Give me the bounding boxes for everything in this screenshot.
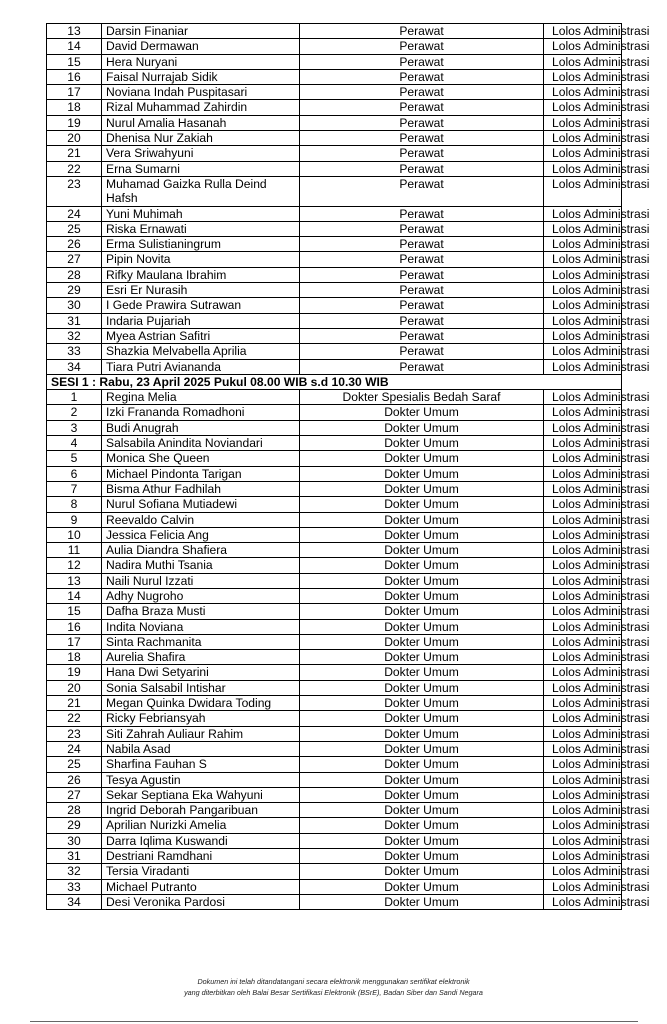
- table-row: [47, 772, 622, 787]
- selection-status: Lolos Administrasi: [544, 588, 622, 603]
- participant-name: Michael Putranto: [102, 879, 300, 894]
- row-number: 25: [47, 757, 102, 772]
- position: Dokter Umum: [300, 405, 544, 420]
- position: Dokter Umum: [300, 451, 544, 466]
- table-row: [47, 696, 622, 711]
- row-number: 11: [47, 543, 102, 558]
- position: Perawat: [300, 221, 544, 236]
- participant-name: Rizal Muhammad Zahirdin: [102, 100, 300, 115]
- row-number: 31: [47, 313, 102, 328]
- participant-name: Bisma Athur Fadhilah: [102, 481, 300, 496]
- row-number: 33: [47, 879, 102, 894]
- participant-name: Aulia Diandra Shafiera: [102, 543, 300, 558]
- footer-line-2: yang diterbitkan oleh Balai Besar Sertifikasi Elektronik (BSrE), Badan Siber dan Sandi Negara: [184, 988, 483, 997]
- row-number: 24: [47, 206, 102, 221]
- position: Dokter Umum: [300, 665, 544, 680]
- table-row: [47, 221, 622, 236]
- table-row: [47, 833, 622, 848]
- row-number: 27: [47, 787, 102, 802]
- row-number: 22: [47, 711, 102, 726]
- selection-status: Lolos Administrasi: [544, 69, 622, 84]
- row-number: 6: [47, 466, 102, 481]
- table-row: [47, 146, 622, 161]
- position: Dokter Umum: [300, 757, 544, 772]
- selection-status: Lolos Administrasi: [544, 527, 622, 542]
- table-row: [47, 131, 622, 146]
- selection-status: Lolos Administrasi: [544, 665, 622, 680]
- position: Dokter Umum: [300, 512, 544, 527]
- participant-name: Esri Er Nurasih: [102, 283, 300, 298]
- participant-name: Desi Veronika Pardosi: [102, 894, 300, 909]
- row-number: 26: [47, 237, 102, 252]
- row-number: 30: [47, 833, 102, 848]
- table-row: [47, 267, 622, 282]
- position: Dokter Spesialis Bedah Saraf: [300, 390, 544, 405]
- row-number: 28: [47, 267, 102, 282]
- table-row: [47, 497, 622, 512]
- selection-status: Lolos Administrasi: [544, 497, 622, 512]
- row-number: 14: [47, 39, 102, 54]
- row-number: 23: [47, 176, 102, 206]
- selection-status: Lolos Administrasi: [544, 650, 622, 665]
- selection-status: Lolos Administrasi: [544, 573, 622, 588]
- session-heading-row: [47, 374, 622, 389]
- selection-status: Lolos Administrasi: [544, 313, 622, 328]
- participant-name: Indita Noviana: [102, 619, 300, 634]
- position: Dokter Umum: [300, 543, 544, 558]
- position: Perawat: [300, 115, 544, 130]
- participant-name: Nabila Asad: [102, 741, 300, 756]
- position: Perawat: [300, 131, 544, 146]
- selection-status: Lolos Administrasi: [544, 818, 622, 833]
- participant-name: Hana Dwi Setyarini: [102, 665, 300, 680]
- table-row: [47, 665, 622, 680]
- table-row: [47, 161, 622, 176]
- position: Dokter Umum: [300, 527, 544, 542]
- selection-status: Lolos Administrasi: [544, 161, 622, 176]
- selection-status: Lolos Administrasi: [544, 39, 622, 54]
- row-number: 27: [47, 252, 102, 267]
- table-row: [47, 864, 622, 879]
- row-number: 7: [47, 481, 102, 496]
- row-number: 20: [47, 131, 102, 146]
- position: Dokter Umum: [300, 818, 544, 833]
- row-number: 14: [47, 588, 102, 603]
- selection-status: Lolos Administrasi: [544, 711, 622, 726]
- row-number: 10: [47, 527, 102, 542]
- selection-status: Lolos Administrasi: [544, 619, 622, 634]
- selection-status: Lolos Administrasi: [544, 405, 622, 420]
- participant-name: Jessica Felicia Ang: [102, 527, 300, 542]
- table-row: [47, 787, 622, 802]
- participant-name: Yuni Muhimah: [102, 206, 300, 221]
- table-row: [47, 573, 622, 588]
- table-row: [47, 818, 622, 833]
- row-number: 2: [47, 405, 102, 420]
- row-number: 8: [47, 497, 102, 512]
- participant-name: Destriani Ramdhani: [102, 849, 300, 864]
- participant-name: Tersia Viradanti: [102, 864, 300, 879]
- table-row: [47, 588, 622, 603]
- participant-name: Sinta Rachmanita: [102, 634, 300, 649]
- row-number: 13: [47, 24, 102, 39]
- selection-status: Lolos Administrasi: [544, 451, 622, 466]
- position: Perawat: [300, 69, 544, 84]
- selection-status: Lolos Administrasi: [544, 879, 622, 894]
- table-row: [47, 85, 622, 100]
- row-number: 32: [47, 864, 102, 879]
- participant-name: Aurelia Shafira: [102, 650, 300, 665]
- row-number: 33: [47, 344, 102, 359]
- row-number: 34: [47, 359, 102, 374]
- row-number: 15: [47, 604, 102, 619]
- participant-name: Faisal Nurrajab Sidik: [102, 69, 300, 84]
- selection-status: Lolos Administrasi: [544, 420, 622, 435]
- participant-name: Sonia Salsabil Intishar: [102, 680, 300, 695]
- position: Dokter Umum: [300, 696, 544, 711]
- table-row: [47, 512, 622, 527]
- participant-name: Muhamad Gaizka Rulla Deind Hafsh: [102, 176, 300, 206]
- position: Perawat: [300, 267, 544, 282]
- position: Perawat: [300, 85, 544, 100]
- table-row: [47, 206, 622, 221]
- position: Dokter Umum: [300, 787, 544, 802]
- row-number: 26: [47, 772, 102, 787]
- selection-status: Lolos Administrasi: [544, 390, 622, 405]
- position: Dokter Umum: [300, 481, 544, 496]
- table-row: [47, 604, 622, 619]
- selection-status: Lolos Administrasi: [544, 680, 622, 695]
- participant-name: Noviana Indah Puspitasari: [102, 85, 300, 100]
- position: Perawat: [300, 54, 544, 69]
- table-row: [47, 680, 622, 695]
- position: Perawat: [300, 237, 544, 252]
- table-row: [47, 298, 622, 313]
- participant-name: Indaria Pujariah: [102, 313, 300, 328]
- table-row: [47, 558, 622, 573]
- position: Perawat: [300, 146, 544, 161]
- participant-name: Budi Anugrah: [102, 420, 300, 435]
- e-signature-footer: [0, 976, 667, 998]
- row-number: 5: [47, 451, 102, 466]
- participant-name: Riska Ernawati: [102, 221, 300, 236]
- selection-status: Lolos Administrasi: [544, 131, 622, 146]
- selection-status: Lolos Administrasi: [544, 176, 622, 206]
- participant-name: Reevaldo Calvin: [102, 512, 300, 527]
- participant-name: Nurul Sofiana Mutiadewi: [102, 497, 300, 512]
- participant-name: Michael Pindonta Tarigan: [102, 466, 300, 481]
- selection-status: Lolos Administrasi: [544, 359, 622, 374]
- position: Perawat: [300, 206, 544, 221]
- selection-status: Lolos Administrasi: [544, 741, 622, 756]
- participant-name: Tiara Putri Aviananda: [102, 359, 300, 374]
- position: Dokter Umum: [300, 466, 544, 481]
- position: Dokter Umum: [300, 833, 544, 848]
- selection-status: Lolos Administrasi: [544, 803, 622, 818]
- selection-status: Lolos Administrasi: [544, 787, 622, 802]
- row-number: 21: [47, 696, 102, 711]
- participant-name: Sekar Septiana Eka Wahyuni: [102, 787, 300, 802]
- participant-name: Megan Quinka Dwidara Toding: [102, 696, 300, 711]
- participant-name: Salsabila Anindita Noviandari: [102, 436, 300, 451]
- table-row: [47, 115, 622, 130]
- selection-status: Lolos Administrasi: [544, 436, 622, 451]
- participant-name: Naili Nurul Izzati: [102, 573, 300, 588]
- table-row: [47, 849, 622, 864]
- participant-name: Darsin Finaniar: [102, 24, 300, 39]
- row-number: 12: [47, 558, 102, 573]
- table-row: [47, 803, 622, 818]
- selection-status: Lolos Administrasi: [544, 558, 622, 573]
- participant-name: Darra Iqlima Kuswandi: [102, 833, 300, 848]
- position: Perawat: [300, 359, 544, 374]
- position: Dokter Umum: [300, 726, 544, 741]
- table-row: [47, 359, 622, 374]
- participant-name: Dafha Braza Musti: [102, 604, 300, 619]
- selection-status: Lolos Administrasi: [544, 634, 622, 649]
- selection-status: Lolos Administrasi: [544, 696, 622, 711]
- table-row: [47, 481, 622, 496]
- results-table-body: [47, 24, 650, 910]
- participant-name: Aprilian Nurizki Amelia: [102, 818, 300, 833]
- selection-status: Lolos Administrasi: [544, 206, 622, 221]
- table-row: [47, 879, 622, 894]
- row-number: 18: [47, 100, 102, 115]
- participant-name: Rifky Maulana Ibrahim: [102, 267, 300, 282]
- participant-name: David Dermawan: [102, 39, 300, 54]
- row-number: 20: [47, 680, 102, 695]
- table-row: [47, 726, 622, 741]
- position: Dokter Umum: [300, 849, 544, 864]
- row-number: 13: [47, 573, 102, 588]
- position: Perawat: [300, 100, 544, 115]
- row-number: 34: [47, 894, 102, 909]
- bottom-divider: [30, 1021, 638, 1022]
- selection-status: Lolos Administrasi: [544, 864, 622, 879]
- row-number: 32: [47, 328, 102, 343]
- selection-status: Lolos Administrasi: [544, 146, 622, 161]
- position: Dokter Umum: [300, 803, 544, 818]
- participant-name: Sharfina Fauhan S: [102, 757, 300, 772]
- selection-status: Lolos Administrasi: [544, 894, 622, 909]
- table-row: [47, 283, 622, 298]
- table-row: [47, 757, 622, 772]
- participant-name: Regina Melia: [102, 390, 300, 405]
- selection-status: Lolos Administrasi: [544, 328, 622, 343]
- position: Dokter Umum: [300, 711, 544, 726]
- participant-name: Dhenisa Nur Zakiah: [102, 131, 300, 146]
- row-number: 1: [47, 390, 102, 405]
- table-row: [47, 313, 622, 328]
- selection-status: Lolos Administrasi: [544, 100, 622, 115]
- position: Dokter Umum: [300, 604, 544, 619]
- participant-name: Myea Astrian Safitri: [102, 328, 300, 343]
- selection-status: Lolos Administrasi: [544, 849, 622, 864]
- row-number: 4: [47, 436, 102, 451]
- selection-status: Lolos Administrasi: [544, 604, 622, 619]
- participant-name: Ingrid Deborah Pangaribuan: [102, 803, 300, 818]
- participant-name: Izki Frananda Romadhoni: [102, 405, 300, 420]
- table-row: [47, 390, 622, 405]
- row-number: 17: [47, 634, 102, 649]
- selection-status: Lolos Administrasi: [544, 298, 622, 313]
- row-number: 16: [47, 619, 102, 634]
- table-row: [47, 328, 622, 343]
- row-number: 30: [47, 298, 102, 313]
- table-row: [47, 237, 622, 252]
- row-number: 21: [47, 146, 102, 161]
- row-number: 29: [47, 283, 102, 298]
- table-row: [47, 344, 622, 359]
- row-number: 28: [47, 803, 102, 818]
- participant-name: Ricky Febriansyah: [102, 711, 300, 726]
- selection-status: Lolos Administrasi: [544, 757, 622, 772]
- table-row: [47, 54, 622, 69]
- selection-status: Lolos Administrasi: [544, 237, 622, 252]
- position: Dokter Umum: [300, 894, 544, 909]
- table-row: [47, 252, 622, 267]
- selection-status: Lolos Administrasi: [544, 512, 622, 527]
- row-number: 9: [47, 512, 102, 527]
- position: Dokter Umum: [300, 497, 544, 512]
- table-row: [47, 527, 622, 542]
- row-number: 19: [47, 665, 102, 680]
- table-row: [47, 420, 622, 435]
- selection-status: Lolos Administrasi: [544, 283, 622, 298]
- position: Dokter Umum: [300, 634, 544, 649]
- position: Dokter Umum: [300, 864, 544, 879]
- selection-status: Lolos Administrasi: [544, 466, 622, 481]
- table-row: [47, 634, 622, 649]
- table-row: [47, 466, 622, 481]
- table-row: [47, 69, 622, 84]
- position: Perawat: [300, 283, 544, 298]
- row-number: 24: [47, 741, 102, 756]
- position: Dokter Umum: [300, 772, 544, 787]
- position: Dokter Umum: [300, 619, 544, 634]
- position: Dokter Umum: [300, 680, 544, 695]
- participant-name: Hera Nuryani: [102, 54, 300, 69]
- selection-status: Lolos Administrasi: [544, 115, 622, 130]
- row-number: 25: [47, 221, 102, 236]
- position: Perawat: [300, 24, 544, 39]
- row-number: 16: [47, 69, 102, 84]
- table-row: [47, 741, 622, 756]
- participant-name: Vera Sriwahyuni: [102, 146, 300, 161]
- table-row: [47, 650, 622, 665]
- row-number: 17: [47, 85, 102, 100]
- table-row: [47, 24, 622, 39]
- participant-name: I Gede Prawira Sutrawan: [102, 298, 300, 313]
- participant-name: Tesya Agustin: [102, 772, 300, 787]
- table-row: [47, 543, 622, 558]
- selection-status: Lolos Administrasi: [544, 54, 622, 69]
- table-row: [47, 619, 622, 634]
- position: Dokter Umum: [300, 558, 544, 573]
- participant-name: Nadira Muthi Tsania: [102, 558, 300, 573]
- row-number: 29: [47, 818, 102, 833]
- participant-name: Pipin Novita: [102, 252, 300, 267]
- table-row: [47, 894, 622, 909]
- position: Dokter Umum: [300, 436, 544, 451]
- position: Perawat: [300, 161, 544, 176]
- selection-status: Lolos Administrasi: [544, 543, 622, 558]
- position: Perawat: [300, 298, 544, 313]
- row-number: 3: [47, 420, 102, 435]
- row-number: 19: [47, 115, 102, 130]
- position: Dokter Umum: [300, 573, 544, 588]
- selection-status: Lolos Administrasi: [544, 267, 622, 282]
- selection-status: Lolos Administrasi: [544, 344, 622, 359]
- selection-status: Lolos Administrasi: [544, 85, 622, 100]
- results-table: [46, 23, 650, 910]
- position: Perawat: [300, 176, 544, 206]
- position: Perawat: [300, 344, 544, 359]
- position: Perawat: [300, 313, 544, 328]
- participant-name: Siti Zahrah Auliaur Rahim: [102, 726, 300, 741]
- selection-status: Lolos Administrasi: [544, 481, 622, 496]
- table-row: [47, 451, 622, 466]
- row-number: 22: [47, 161, 102, 176]
- selection-status: Lolos Administrasi: [544, 24, 622, 39]
- table-row: [47, 176, 622, 206]
- row-number: 31: [47, 849, 102, 864]
- position: Dokter Umum: [300, 650, 544, 665]
- selection-status: Lolos Administrasi: [544, 252, 622, 267]
- footer-line-1: Dokumen ini telah ditandatangani secara elektronik menggunakan sertifikat elektronik: [197, 977, 470, 986]
- row-number: 15: [47, 54, 102, 69]
- selection-status: Lolos Administrasi: [544, 726, 622, 741]
- participant-name: Monica She Queen: [102, 451, 300, 466]
- table-row: [47, 436, 622, 451]
- position: Perawat: [300, 252, 544, 267]
- selection-status: Lolos Administrasi: [544, 772, 622, 787]
- position: Dokter Umum: [300, 879, 544, 894]
- participant-name: Erna Sumarni: [102, 161, 300, 176]
- position: Dokter Umum: [300, 588, 544, 603]
- row-number: 23: [47, 726, 102, 741]
- table-row: [47, 100, 622, 115]
- selection-status: Lolos Administrasi: [544, 833, 622, 848]
- table-row: [47, 405, 622, 420]
- participant-name: Nurul Amalia Hasanah: [102, 115, 300, 130]
- participant-name: Shazkia Melvabella Aprilia: [102, 344, 300, 359]
- position: Perawat: [300, 39, 544, 54]
- participant-name: Erma Sulistianingrum: [102, 237, 300, 252]
- selection-status: Lolos Administrasi: [544, 221, 622, 236]
- table-row: [47, 39, 622, 54]
- position: Dokter Umum: [300, 420, 544, 435]
- participant-name: Adhy Nugroho: [102, 588, 300, 603]
- position: Perawat: [300, 328, 544, 343]
- position: Dokter Umum: [300, 741, 544, 756]
- row-number: 18: [47, 650, 102, 665]
- session-heading: SESI 1 : Rabu, 23 April 2025 Pukul 08.00 WIB s.d 10.30 WIB: [47, 374, 622, 389]
- table-row: [47, 711, 622, 726]
